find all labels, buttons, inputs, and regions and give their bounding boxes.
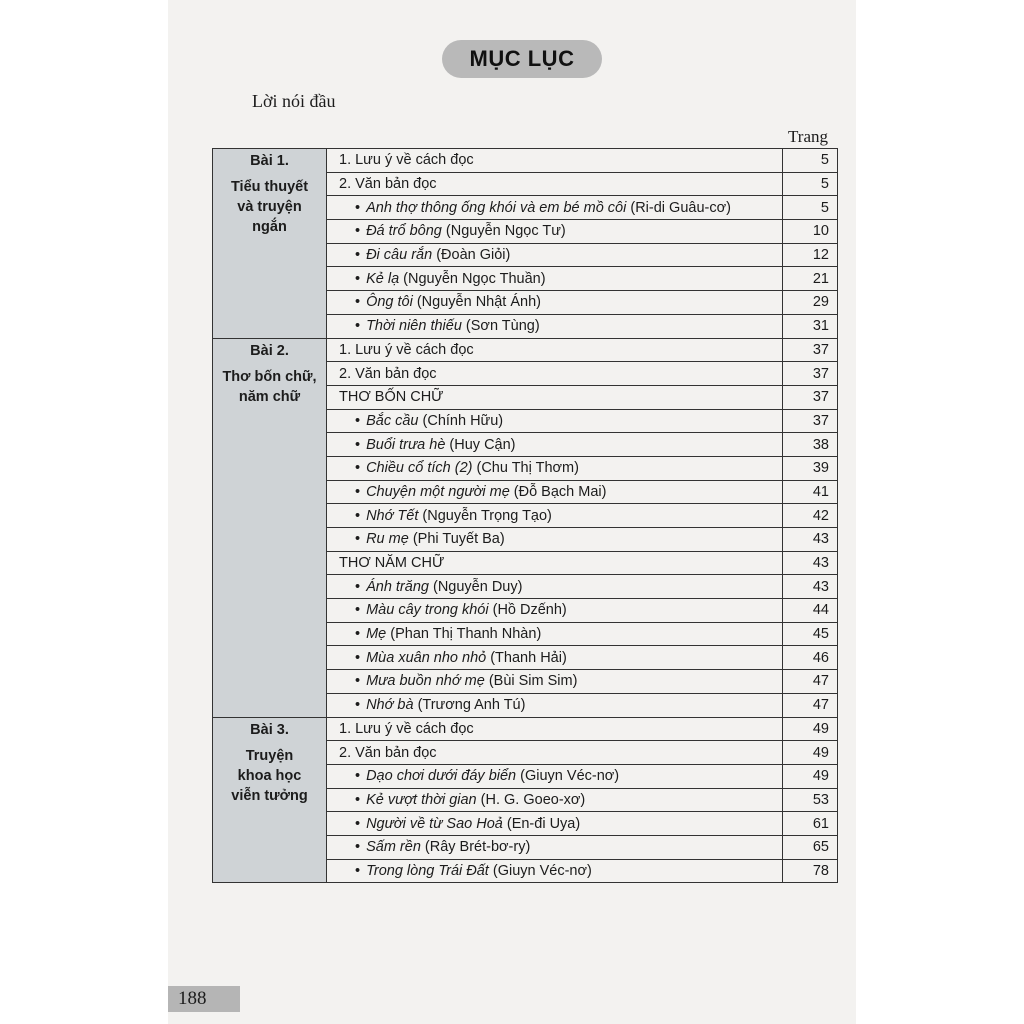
toc-work-entry xyxy=(327,291,783,315)
toc-work-entry xyxy=(327,456,783,480)
toc-work-entry xyxy=(327,622,783,646)
toc-work-entry xyxy=(327,433,783,457)
page-ref: 37 xyxy=(783,409,838,433)
toc-row xyxy=(213,338,838,362)
entry-text: THƠ BỐN CHỮ xyxy=(339,389,444,406)
work-author: (En-đi Uya) xyxy=(502,815,581,832)
work-title: Nhớ Tết xyxy=(366,507,419,524)
toc-work-entry xyxy=(327,575,783,599)
page-ref: 38 xyxy=(783,433,838,457)
work-author: (Chính Hữu) xyxy=(418,412,504,429)
toc-row xyxy=(213,717,838,741)
toc-group-heading xyxy=(327,551,783,575)
page-number: 188 xyxy=(168,986,240,1012)
work-author: (Sơn Tùng) xyxy=(461,318,540,335)
work-title: Mưa buồn nhớ mẹ xyxy=(366,673,485,690)
page-ref: 45 xyxy=(783,622,838,646)
toc-work-entry xyxy=(327,646,783,670)
toc-work-entry xyxy=(327,196,783,220)
toc-entry xyxy=(327,338,783,362)
work-title: Ánh trăng xyxy=(366,578,429,595)
toc-work-entry xyxy=(327,599,783,623)
section-name-line: và truyện xyxy=(237,199,302,215)
work-author: (Nguyễn Nhật Ánh) xyxy=(412,294,541,311)
bullet-icon: • xyxy=(355,791,361,808)
page-column-header: Trang xyxy=(788,127,828,146)
toc-work-entry xyxy=(327,528,783,552)
work-author: (Bùi Sim Sim) xyxy=(484,673,578,690)
work-title: Dạo chơi dưới đáy biển xyxy=(366,768,517,785)
entry-text: 2. Văn bản đọc xyxy=(339,744,437,761)
bullet-icon: • xyxy=(355,507,361,524)
work-title: Nhớ bà xyxy=(366,697,414,714)
work-author: (Rây Brét-bơ-ry) xyxy=(420,839,531,856)
page-ref: 44 xyxy=(783,599,838,623)
toc-work-entry xyxy=(327,835,783,859)
bullet-icon: • xyxy=(355,815,361,832)
section-name-line: khoa học xyxy=(237,767,302,784)
toc-work-entry xyxy=(327,670,783,694)
page-ref: 37 xyxy=(783,362,838,386)
section-name-line: Truyện xyxy=(245,747,294,764)
page-ref: 65 xyxy=(783,835,838,859)
toc-table xyxy=(212,148,838,883)
section-cell xyxy=(213,149,327,339)
toc-entry xyxy=(327,149,783,173)
page-ref: 5 xyxy=(783,172,838,196)
toc-entry xyxy=(327,362,783,386)
page-ref: 78 xyxy=(783,859,838,883)
section-number: Bài 3. xyxy=(250,721,289,738)
page-ref: 43 xyxy=(783,575,838,599)
toc-work-entry xyxy=(327,409,783,433)
section-number: Bài 1. xyxy=(250,153,289,169)
preface-entry: Lời nói đầu xyxy=(252,91,336,111)
work-title: Ru mẹ xyxy=(366,531,409,548)
entry-text: THƠ NĂM CHỮ xyxy=(339,555,445,572)
page-ref: 5 xyxy=(783,196,838,220)
work-title: Chiều cổ tích (2) xyxy=(366,460,473,477)
toc-row xyxy=(213,149,838,173)
entry-text: 1. Lưu ý về cách đọc xyxy=(339,152,474,169)
toc-work-entry xyxy=(327,314,783,338)
page-ref: 46 xyxy=(783,646,838,670)
work-title: Đi câu rắn xyxy=(366,247,433,264)
work-author: (Nguyễn Trọng Tạo) xyxy=(418,507,552,524)
entry-text: 2. Văn bản đọc xyxy=(339,365,437,382)
page-ref: 49 xyxy=(783,764,838,788)
work-author: (Giuyn Véc-nơ) xyxy=(516,768,620,785)
bullet-icon: • xyxy=(355,649,361,666)
toc-entry xyxy=(327,717,783,741)
work-author: (Đỗ Bạch Mai) xyxy=(509,483,607,500)
entry-text: 1. Lưu ý về cách đọc xyxy=(339,720,474,737)
toc-work-entry xyxy=(327,764,783,788)
work-author: (Nguyễn Ngọc Tư) xyxy=(441,223,566,240)
bullet-icon: • xyxy=(355,294,361,311)
work-author: (Nguyễn Duy) xyxy=(428,578,523,595)
bullet-icon: • xyxy=(355,673,361,690)
bullet-icon: • xyxy=(355,697,361,714)
section-cell xyxy=(213,717,327,883)
work-author: (Phi Tuyết Ba) xyxy=(408,531,505,548)
page-ref: 39 xyxy=(783,456,838,480)
section-number: Bài 2. xyxy=(250,342,289,359)
work-author: (Phan Thị Thanh Nhàn) xyxy=(386,626,542,643)
toc-work-entry xyxy=(327,220,783,244)
page-ref: 47 xyxy=(783,670,838,694)
work-title: Anh thợ thông ống khói và em bé mồ côi xyxy=(366,199,627,216)
page-ref: 5 xyxy=(783,149,838,173)
bullet-icon: • xyxy=(355,223,361,240)
section-name-line: Thơ bốn chữ, xyxy=(222,368,317,385)
bullet-icon: • xyxy=(355,768,361,785)
work-author: (Chu Thị Thơm) xyxy=(472,460,579,477)
work-title: Sấm rền xyxy=(366,839,421,856)
page-ref: 37 xyxy=(783,338,838,362)
toc-entry xyxy=(327,172,783,196)
work-author: (Trương Anh Tú) xyxy=(413,697,526,714)
bullet-icon: • xyxy=(355,247,361,264)
toc-work-entry xyxy=(327,267,783,291)
section-name-line: ngắn xyxy=(252,219,287,235)
work-author: (Huy Cận) xyxy=(445,436,516,453)
page-ref: 43 xyxy=(783,551,838,575)
toc-work-entry xyxy=(327,504,783,528)
page-ref: 61 xyxy=(783,812,838,836)
bullet-icon: • xyxy=(355,460,361,477)
bullet-icon: • xyxy=(355,626,361,643)
work-title: Chuyện một người mẹ xyxy=(366,483,510,500)
bullet-icon: • xyxy=(355,531,361,548)
bullet-icon: • xyxy=(355,578,361,595)
bullet-icon: • xyxy=(355,839,361,856)
toc-work-entry xyxy=(327,812,783,836)
work-author: (Hồ Dzếnh) xyxy=(488,602,567,619)
page-ref: 47 xyxy=(783,693,838,717)
section-name-line: Tiểu thuyết xyxy=(230,179,309,195)
bullet-icon: • xyxy=(355,483,361,500)
work-title: Trong lòng Trái Đất xyxy=(366,862,489,879)
page-ref: 53 xyxy=(783,788,838,812)
entry-text: 1. Lưu ý về cách đọc xyxy=(339,341,474,358)
work-author: (Giuyn Véc-nơ) xyxy=(488,862,592,879)
work-author: (Ri-di Guâu-cơ) xyxy=(626,199,731,216)
entry-text: 2. Văn bản đọc xyxy=(339,176,437,193)
toc-entry xyxy=(327,741,783,765)
bullet-icon: • xyxy=(355,199,361,216)
page-ref: 21 xyxy=(783,267,838,291)
bullet-icon: • xyxy=(355,602,361,619)
work-title: Người về từ Sao Hoả xyxy=(366,815,503,832)
bullet-icon: • xyxy=(355,862,361,879)
bullet-icon: • xyxy=(355,436,361,453)
work-title: Ông tôi xyxy=(366,294,413,311)
work-author: (Thanh Hải) xyxy=(486,649,567,666)
work-title: Buổi trưa hè xyxy=(366,436,446,453)
bullet-icon: • xyxy=(355,412,361,429)
toc-work-entry xyxy=(327,859,783,883)
page-title: MỤC LỤC xyxy=(442,40,602,78)
page-ref: 12 xyxy=(783,243,838,267)
work-title: Mẹ xyxy=(366,626,387,643)
page-ref: 49 xyxy=(783,741,838,765)
work-title: Đá trổ bông xyxy=(366,223,442,240)
page-ref: 42 xyxy=(783,504,838,528)
toc-group-heading xyxy=(327,385,783,409)
toc-work-entry xyxy=(327,243,783,267)
page-ref: 49 xyxy=(783,717,838,741)
work-title: Bắc cầu xyxy=(366,412,419,429)
work-author: (Nguyễn Ngọc Thuần) xyxy=(399,270,546,287)
work-author: (H. G. Goeo-xơ) xyxy=(476,791,586,808)
bullet-icon: • xyxy=(355,318,361,335)
work-author: (Đoàn Giỏi) xyxy=(432,247,511,264)
page-ref: 41 xyxy=(783,480,838,504)
page-ref: 43 xyxy=(783,528,838,552)
work-title: Thời niên thiếu xyxy=(366,318,462,335)
work-title: Kẻ vượt thời gian xyxy=(366,791,477,808)
work-title: Màu cây trong khói xyxy=(366,602,489,619)
work-title: Mùa xuân nho nhỏ xyxy=(366,649,487,666)
section-name-line: viễn tưởng xyxy=(231,787,308,804)
toc-work-entry xyxy=(327,693,783,717)
section-name-line: năm chữ xyxy=(238,388,301,405)
page-ref: 31 xyxy=(783,314,838,338)
page-ref: 29 xyxy=(783,291,838,315)
bullet-icon: • xyxy=(355,270,361,287)
page-ref: 10 xyxy=(783,220,838,244)
toc-work-entry xyxy=(327,788,783,812)
page-ref: 37 xyxy=(783,385,838,409)
toc-work-entry xyxy=(327,480,783,504)
section-cell xyxy=(213,338,327,717)
work-title: Kẻ lạ xyxy=(366,270,400,287)
